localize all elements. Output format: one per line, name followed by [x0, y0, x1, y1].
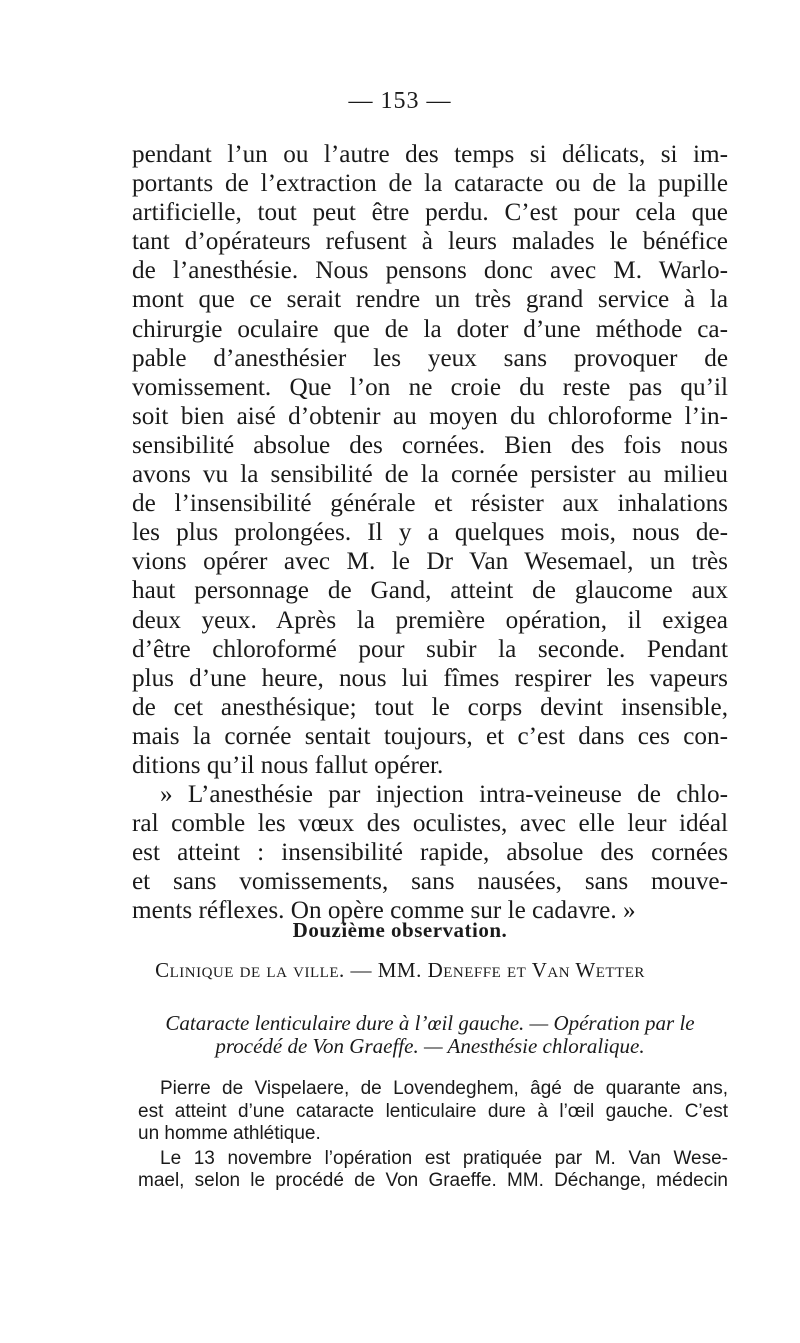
case-line: Pierre de Vispelaere, de Lovendeghem, âgé de quarante ans,: [160, 1078, 728, 1099]
text-line: pendant l’un ou l’autre des temps si délicats, si im-: [132, 141, 728, 168]
text-line: vomissement. Que l’on ne croie du reste pas qu’il: [132, 373, 728, 401]
case-title-line: procédé de Von Graeffe. — Anesthésie chloralique.: [215, 1034, 645, 1058]
case-line: mael, selon le procédé de Von Graeffe. MM. Déchange, médecin: [138, 1170, 728, 1191]
text-line: ditions qu’il nous fallut opérer.: [132, 751, 444, 779]
body-text: [132, 140, 728, 926]
case-title: [132, 1012, 728, 1058]
page-number: — 153 —: [348, 88, 452, 114]
clinic-line: Clinique de la ville. — MM. Deneffe et Van Wetter: [155, 958, 645, 982]
case-title-line: Cataracte lenticulaire dure à l’œil gauche. — Opération par le: [165, 1011, 695, 1035]
text-line: soit bien aisé d’obtenir au moyen du chloroforme l’in-: [132, 402, 728, 430]
text-line: avons vu la sensibilité de la cornée persister au milieu: [132, 461, 728, 489]
text-line: les plus prolongées. Il y a quelques mois, nous de-: [132, 519, 728, 547]
case-line: est atteint d’une cataracte lenticulaire dure à l’œil gauche. C’est: [138, 1100, 728, 1122]
text-line: d’être chloroformé pour subir la seconde. Pendant: [132, 635, 728, 663]
case-line: un homme athlétique.: [138, 1123, 321, 1144]
text-line: ments réflexes. On opère comme sur le cadavre. »: [132, 897, 636, 925]
text-line: pable d’anesthésier les yeux sans provoquer de: [132, 344, 728, 372]
text-line: artificielle, tout peut être perdu. C’est pour cela que: [132, 199, 728, 227]
observation-heading: Douzième observation.: [292, 918, 508, 942]
text-line: sensibilité absolue des cornées. Bien des fois nous: [132, 431, 728, 459]
text-line: deux yeux. Après la première opération, il exigea: [132, 606, 728, 634]
text-line: est atteint : insensibilité rapide, absolue des cornées: [132, 839, 728, 867]
text-line: tant d’opérateurs refusent à leurs malades le bénéfice: [132, 228, 728, 256]
text-line: chirurgie oculaire que de la doter d’une méthode ca-: [132, 315, 728, 343]
text-line: haut personnage de Gand, atteint de glaucome aux: [132, 577, 728, 605]
case-line: Le 13 novembre l’opération est pratiquée par M. Van Wese-: [160, 1147, 728, 1169]
text-line: mont que ce serait rendre un très grand service à la: [132, 286, 728, 314]
text-line: mais la cornée sentait toujours, et c’est dans ces con-: [132, 722, 728, 750]
case-report: [138, 1078, 728, 1193]
text-line: de l’insensibilité générale et résister aux inhalations: [132, 490, 728, 518]
text-line: de cet anesthésique; tout le corps devint insensible,: [132, 693, 728, 721]
text-line: de l’anesthésie. Nous pensons donc avec M. Warlo-: [132, 257, 728, 285]
text-line: et sans vomissements, sans nausées, sans mouve-: [132, 868, 728, 896]
text-line: portants de l’extraction de la cataracte ou de la pupille: [132, 170, 728, 198]
text-line: » L’anesthésie par injection intra-veineuse de chlo-: [160, 781, 728, 809]
text-line: plus d’une heure, nous lui fîmes respirer les vapeurs: [132, 664, 728, 692]
text-line: ral comble les vœux des oculistes, avec elle leur idéal: [132, 810, 728, 838]
text-line: vions opérer avec M. le Dr Van Wesemael, un très: [132, 548, 728, 576]
